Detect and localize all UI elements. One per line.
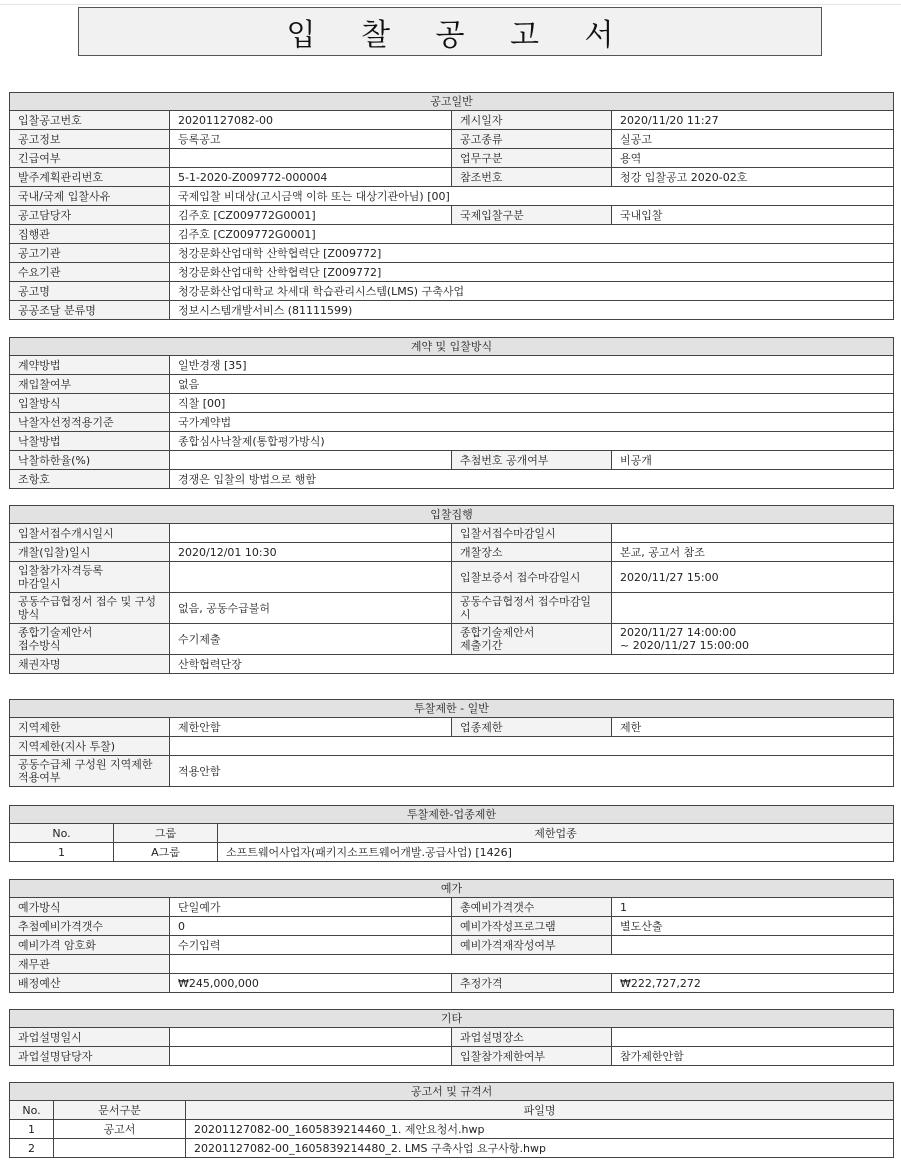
field-label: [10, 562, 170, 593]
field-value: [612, 624, 894, 655]
field-value: 수기제출: [170, 624, 452, 655]
section-industry-restriction: [9, 805, 894, 862]
field-label: [452, 624, 612, 655]
field-label: [10, 756, 170, 787]
field-value: 참가제한안함: [612, 1047, 894, 1066]
row-doc-type: 공고서: [54, 1120, 186, 1139]
field-value: 없음, 공동수급불허: [170, 593, 452, 624]
field-value: 수기입력: [170, 936, 452, 955]
field-value: 경쟁은 입찰의 방법으로 행함: [170, 470, 894, 489]
field-label: 지역제한: [10, 718, 170, 737]
field-value: [612, 936, 894, 955]
row-no: 1: [10, 843, 114, 862]
field-label: 채권자명: [10, 655, 170, 674]
field-label: 낙찰하한율(%): [10, 451, 170, 470]
field-label: 수요기관: [10, 263, 170, 282]
label-line: 방식: [18, 608, 40, 621]
field-label: 입찰참가제한여부: [452, 1047, 612, 1066]
field-value: ₩222,727,272: [612, 974, 894, 993]
column-header: 문서구분: [54, 1101, 186, 1120]
document-title-box: [78, 7, 822, 56]
field-label: 재입찰여부: [10, 375, 170, 394]
value-line: 2020/11/27 14:00:00: [620, 626, 737, 639]
field-label: 입찰공고번호: [10, 111, 170, 130]
field-label: 발주계획관리번호: [10, 168, 170, 187]
column-header: 그룹: [114, 824, 218, 843]
field-label: 입찰보증서 접수마감일시: [452, 562, 612, 593]
field-label: 입찰서접수마감일시: [452, 524, 612, 543]
field-label: 공고명: [10, 282, 170, 301]
field-value: 1: [612, 898, 894, 917]
field-value: 종합심사낙찰제(통합평가방식): [170, 432, 894, 451]
field-value: [170, 1047, 452, 1066]
row-industry: 소프트웨어사업자(패키지소프트웨어개발.공급사업) [1426]: [218, 843, 894, 862]
field-value: 김주호 [CZ009772G0001]: [170, 206, 452, 225]
label-line: 공동수급협정서 접수 및 구성: [18, 595, 157, 608]
section-estimated-price: [9, 879, 894, 993]
value-line: ~ 2020/11/27 15:00:00: [620, 639, 750, 652]
section-header: 공고서 및 규격서: [10, 1083, 894, 1101]
field-value: ₩245,000,000: [170, 974, 452, 993]
section-documents: [9, 1082, 894, 1158]
field-label: 게시일자: [452, 111, 612, 130]
field-label: 국제입찰구분: [452, 206, 612, 225]
field-value: 별도산출: [612, 917, 894, 936]
field-value: 국제입찰 비대상(고시금액 이하 또는 대상기관아님) [00]: [170, 187, 894, 206]
field-value: 청강 입찰공고 2020-02호: [612, 168, 894, 187]
field-label: 추첨예비가격갯수: [10, 917, 170, 936]
label-line: 제출기간: [460, 639, 503, 652]
field-value: 용역: [612, 149, 894, 168]
label-line: 접수방식: [18, 639, 61, 652]
row-no: 2: [10, 1139, 54, 1158]
field-value: 실공고: [612, 130, 894, 149]
field-label: 공고기관: [10, 244, 170, 263]
field-label: 예가방식: [10, 898, 170, 917]
field-value: 일반경쟁 [35]: [170, 356, 894, 375]
label-line: 입찰참가자격등록: [18, 564, 104, 577]
field-value: 제한안함: [170, 718, 452, 737]
section-bid-restriction: [9, 699, 894, 787]
field-value: [612, 593, 894, 624]
field-label: [452, 593, 612, 624]
field-value: 청강문화산업대학교 차세대 학습관리시스템(LMS) 구축사업: [170, 282, 894, 301]
field-value: 산학협력단장: [170, 655, 894, 674]
field-label: 개찰장소: [452, 543, 612, 562]
label-line: 시: [460, 608, 471, 621]
field-label: 예비가작성프로그램: [452, 917, 612, 936]
field-value: 2020/11/27 15:00: [612, 562, 894, 593]
section-etc: [9, 1009, 894, 1066]
field-value: 단일예가: [170, 898, 452, 917]
field-value: [170, 1028, 452, 1047]
field-value: 5-1-2020-Z009772-000004: [170, 168, 452, 187]
section-header: 공고일반: [10, 93, 894, 111]
field-value: [170, 524, 452, 543]
field-label: 업무구분: [452, 149, 612, 168]
table-row: [10, 1139, 894, 1158]
field-label: 계약방법: [10, 356, 170, 375]
field-label: 재무관: [10, 955, 170, 974]
document-title: 입 찰 공 고 서: [286, 17, 632, 53]
column-header: 파일명: [186, 1101, 894, 1120]
field-label: 조항호: [10, 470, 170, 489]
field-label: 업종제한: [452, 718, 612, 737]
field-label: 과업설명담당자: [10, 1047, 170, 1066]
field-label: [10, 593, 170, 624]
section-header: 투찰제한-업종제한: [10, 806, 894, 824]
field-label: 낙찰방법: [10, 432, 170, 451]
field-value: [612, 524, 894, 543]
field-label: 긴급여부: [10, 149, 170, 168]
field-label: 과업설명장소: [452, 1028, 612, 1047]
field-label: 예비가격 암호화: [10, 936, 170, 955]
label-line: 종합기술제안서: [18, 626, 93, 639]
label-line: 종합기술제안서: [460, 626, 535, 639]
section-header: 예가: [10, 880, 894, 898]
field-label: [10, 624, 170, 655]
field-value: 2020/11/20 11:27: [612, 111, 894, 130]
field-value: 제한: [612, 718, 894, 737]
field-value: 0: [170, 917, 452, 936]
field-value: [170, 451, 452, 470]
column-header: 제한업종: [218, 824, 894, 843]
field-label: 입찰방식: [10, 394, 170, 413]
field-label: 국내/국제 입찰사유: [10, 187, 170, 206]
field-value: 없음: [170, 375, 894, 394]
field-value: 청강문화산업대학 산학협력단 [Z009772]: [170, 263, 894, 282]
column-header: No.: [10, 824, 114, 843]
row-group: A그룹: [114, 843, 218, 862]
field-label: 참조번호: [452, 168, 612, 187]
field-label: 배정예산: [10, 974, 170, 993]
field-value: [170, 149, 452, 168]
field-value: 20201127082-00: [170, 111, 452, 130]
field-value: 김주호 [CZ009772G0001]: [170, 225, 894, 244]
field-value: 등록공고: [170, 130, 452, 149]
field-value: [612, 1028, 894, 1047]
field-value: 적용안함: [170, 756, 894, 787]
field-value: [170, 737, 894, 756]
field-label: 과업설명일시: [10, 1028, 170, 1047]
column-header: No.: [10, 1101, 54, 1120]
field-value: 국가계약법: [170, 413, 894, 432]
table-row: [10, 1120, 894, 1139]
field-value: 국내입찰: [612, 206, 894, 225]
label-line: 공동수급체 구성원 지역제한: [18, 758, 153, 771]
field-label: 총예비가격갯수: [452, 898, 612, 917]
table-row: [10, 843, 894, 862]
field-label: 예비가격재작성여부: [452, 936, 612, 955]
field-value: 2020/12/01 10:30: [170, 543, 452, 562]
top-divider: [0, 4, 901, 5]
field-label: 입찰서접수개시일시: [10, 524, 170, 543]
field-value: 본교, 공고서 참조: [612, 543, 894, 562]
row-doc-type: [54, 1139, 186, 1158]
field-value: 청강문화산업대학 산학협력단 [Z009772]: [170, 244, 894, 263]
field-value: [170, 955, 894, 974]
section-header: 투찰제한 - 일반: [10, 700, 894, 718]
label-line: 마감일시: [18, 577, 61, 590]
field-value: 정보시스템개발서비스 (81111599): [170, 301, 894, 320]
field-value: 비공개: [612, 451, 894, 470]
row-no: 1: [10, 1120, 54, 1139]
field-label: 추첨번호 공개여부: [452, 451, 612, 470]
section-execution: [9, 505, 894, 674]
field-label: 집행관: [10, 225, 170, 244]
section-header: 입찰집행: [10, 506, 894, 524]
field-value: [170, 562, 452, 593]
file-link[interactable]: 20201127082-00_1605839214460_1. 제안요청서.hwp: [186, 1120, 894, 1139]
field-label: 지역제한(지사 투찰): [10, 737, 170, 756]
section-general: [9, 92, 894, 320]
field-value: 직찰 [00]: [170, 394, 894, 413]
field-label: 공고담당자: [10, 206, 170, 225]
section-contract: [9, 337, 894, 489]
label-line: 공동수급협정서 접수마감일: [460, 595, 592, 608]
field-label: 공고정보: [10, 130, 170, 149]
field-label: 추정가격: [452, 974, 612, 993]
section-header: 기타: [10, 1010, 894, 1028]
field-label: 개찰(입찰)일시: [10, 543, 170, 562]
field-label: 공고종류: [452, 130, 612, 149]
field-label: 공공조달 분류명: [10, 301, 170, 320]
field-label: 낙찰자선정적용기준: [10, 413, 170, 432]
file-link[interactable]: 20201127082-00_1605839214480_2. LMS 구축사업 요구사항.hwp: [186, 1139, 894, 1158]
label-line: 적용여부: [18, 771, 61, 784]
section-header: 계약 및 입찰방식: [10, 338, 894, 356]
